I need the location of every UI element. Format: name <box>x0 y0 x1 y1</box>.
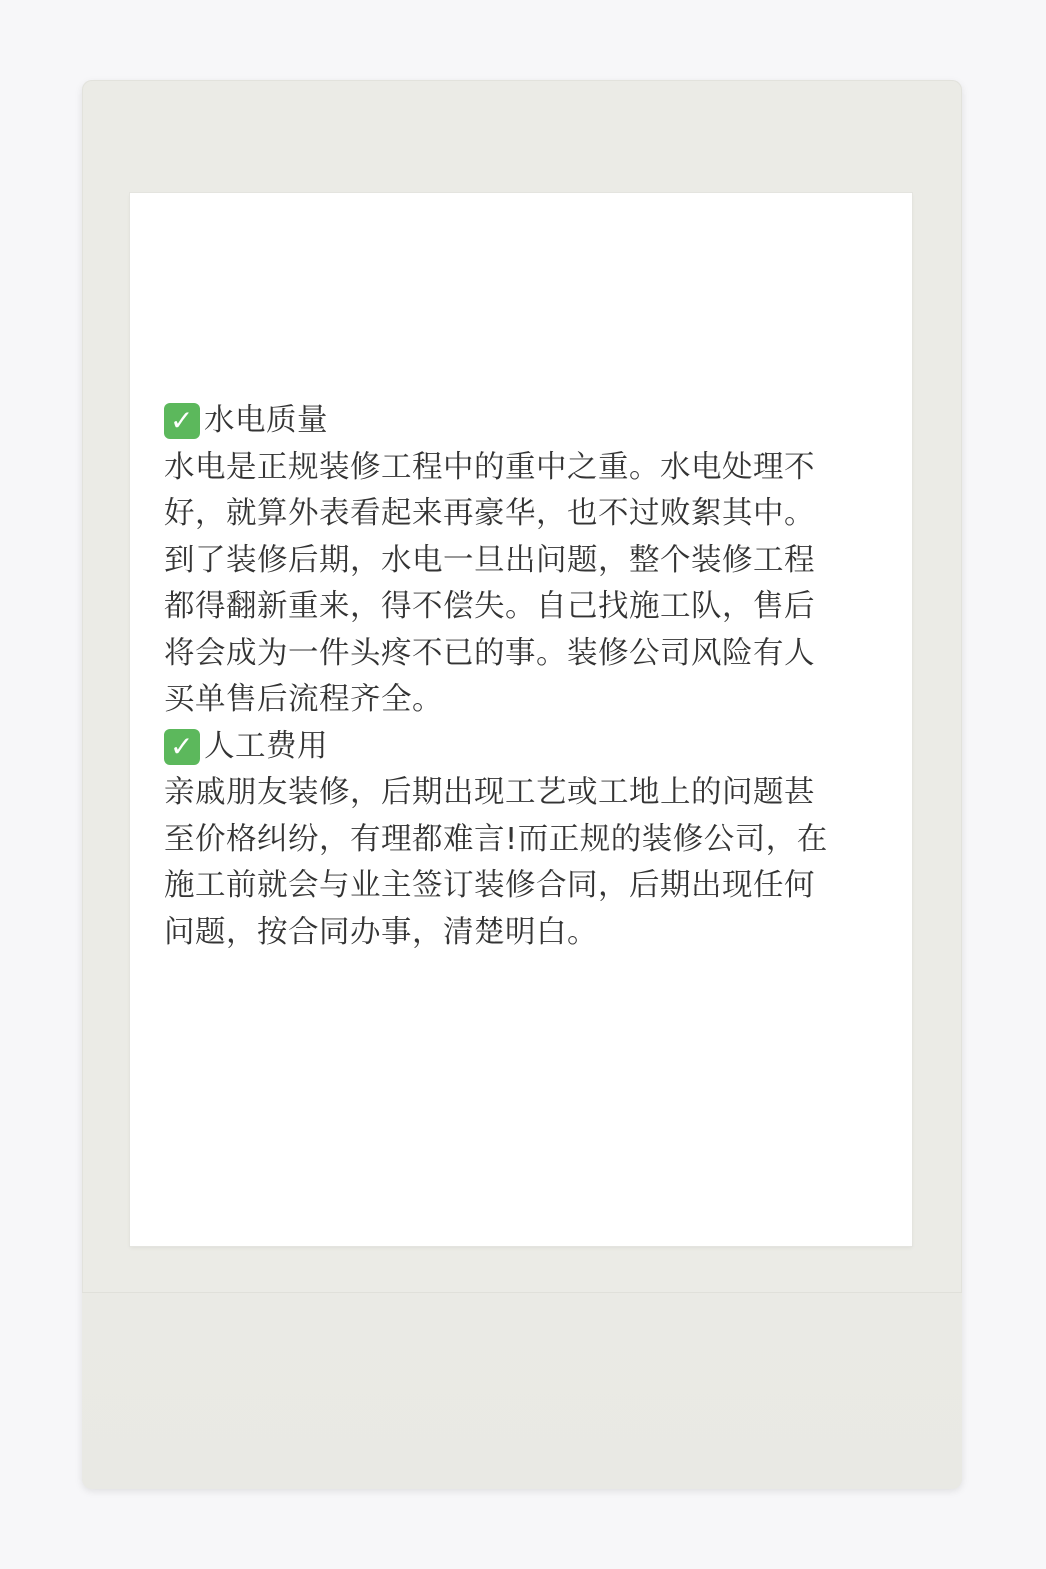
text-line: 将会成为一件头疼不已的事。装修公司风险有人 <box>164 635 815 671</box>
text-line: 亲戚朋友装修，后期出现工艺或工地上的问题甚 <box>164 775 815 810</box>
text-line: 到了装修后期，水电一旦出问题，整个装修工程 <box>164 542 815 578</box>
frame-bottom-panel <box>82 1292 962 1489</box>
text-line: 施工前就会与业主签订装修合同，后期出现任何 <box>164 868 815 903</box>
text-line: 好，就算外表看起来再豪华，也不过败絮其中。 <box>164 496 815 531</box>
section-title: 水电质量 <box>204 403 328 438</box>
text-line: 至价格纠纷，有理都难言!而正规的装修公司，在 <box>164 821 828 857</box>
section-title: 人工费用 <box>204 728 328 764</box>
text-line: 问题，按合同办事，清楚明白。 <box>164 914 598 950</box>
section-heading-labor-cost <box>164 724 884 771</box>
text-line: 水电是正规装修工程中的重中之重。水电处理不 <box>164 449 815 485</box>
check-mark-icon: ✓ <box>164 729 200 765</box>
note-content <box>164 398 884 956</box>
section-heading-water-electric <box>164 398 884 445</box>
section-body-labor-cost <box>164 770 884 956</box>
text-line: 都得翻新重来，得不偿失。自己找施工队，售后 <box>164 589 815 624</box>
text-line: 买单售后流程齐全。 <box>164 682 443 717</box>
note-card <box>130 193 912 1246</box>
photo-frame <box>82 80 962 1488</box>
section-body-water-electric <box>164 445 884 724</box>
check-mark-icon: ✓ <box>164 403 200 439</box>
